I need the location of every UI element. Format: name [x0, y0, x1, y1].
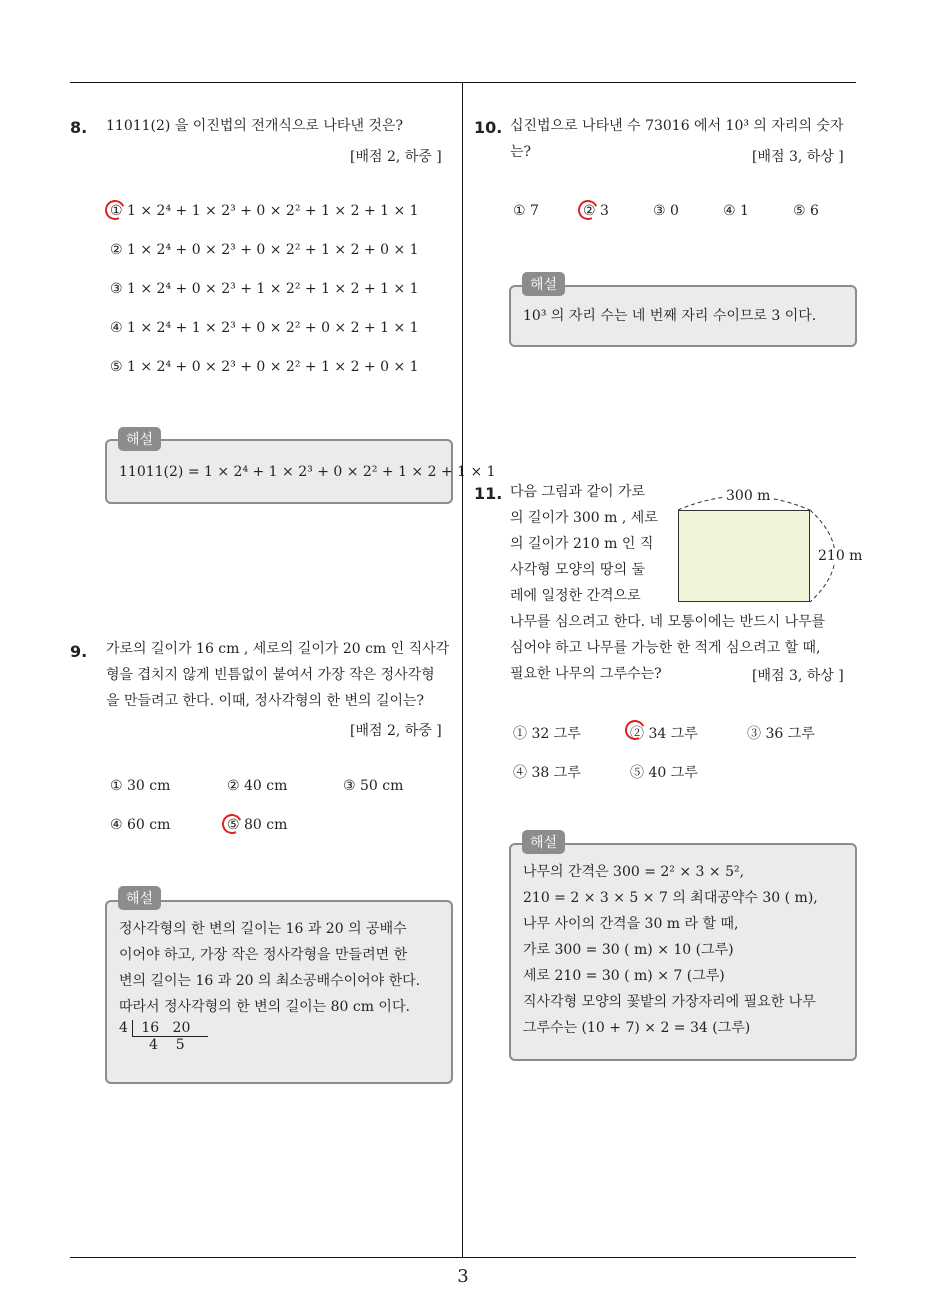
- q11-explanation-line: 나무 사이의 간격을 30 m 라 할 때,: [523, 916, 739, 932]
- q9-explanation-line: 이어야 하고, 가장 작은 정사각형을 만들려면 한: [119, 947, 408, 963]
- q9-option-1[interactable]: ① 30 cm: [110, 778, 171, 794]
- q11-explanation-line: 세로 210 = 30 ( m) × 7 (그루): [523, 968, 725, 984]
- q11-text-line: 의 길이가 210 m 인 직: [510, 536, 654, 552]
- q10-text-line: 는?: [510, 144, 532, 160]
- q9-text-line: 형을 겹치지 않게 빈틈없이 붙여서 가장 작은 정사각형: [106, 667, 435, 683]
- width-label: 300 m: [726, 488, 771, 504]
- q9-number: 9.: [70, 642, 88, 661]
- q8-explanation: 11011(2) = 1 × 2⁴ + 1 × 2³ + 0 × 2² + 1 × 2 + 1 × 1: [119, 464, 496, 480]
- q9-explanation-box: [105, 900, 453, 1084]
- q9-explanation-line: 따라서 정사각형의 한 변의 길이는 80 cm 이다.: [119, 999, 410, 1015]
- q9-explanation-line: 정사각형의 한 변의 길이는 16 과 20 의 공배수: [119, 921, 407, 937]
- q8-option-2[interactable]: ② 1 × 2⁴ + 0 × 2³ + 0 × 2² + 1 × 2 + 0 × 1: [110, 242, 419, 258]
- q9-explanation: [119, 916, 420, 1020]
- q11-explanation-line: 가로 300 = 30 ( m) × 10 (그루): [523, 942, 734, 958]
- division-ladder: [119, 1020, 208, 1053]
- q10-explanation-label: 해설: [522, 272, 565, 296]
- q10-option-2[interactable]: ② 3: [583, 203, 609, 219]
- q11-text-line: 필요한 나무의 그루수는?: [510, 666, 662, 682]
- q10-option-5[interactable]: ⑤ 6: [793, 203, 819, 219]
- q11-option-4[interactable]: ④ 38 그루: [513, 765, 581, 781]
- q8-explanation-label: 해설: [118, 427, 161, 451]
- q11-option-5[interactable]: ⑤ 40 그루: [630, 765, 698, 781]
- q11-explanation-line: 그루수는 (10 + 7) × 2 = 34 (그루): [523, 1020, 751, 1036]
- q8-option-4[interactable]: ④ 1 × 2⁴ + 1 × 2³ + 0 × 2² + 0 × 2 + 1 × 1: [110, 320, 419, 336]
- q9-option-3[interactable]: ③ 50 cm: [343, 778, 404, 794]
- q11-explanation-label: 해설: [522, 830, 565, 854]
- q11-meta: [배점 3, 하상 ]: [752, 668, 844, 684]
- q11-option-3[interactable]: ③ 36 그루: [747, 726, 815, 742]
- top-rule: [70, 82, 856, 83]
- q9-option-5[interactable]: ⑤ 80 cm: [227, 817, 288, 833]
- q9-text-line: 을 만들려고 한다. 이때, 정사각형의 한 변의 길이는?: [106, 693, 425, 709]
- bottom-rule: [70, 1257, 856, 1258]
- q9-explanation-line: 변의 길이는 16 과 20 의 최소공배수이어야 한다.: [119, 973, 421, 989]
- q8-option-1[interactable]: ① 1 × 2⁴ + 1 × 2³ + 0 × 2² + 1 × 2 + 1 × 1: [110, 203, 419, 219]
- q8-number: 8.: [70, 118, 88, 137]
- field-rectangle: [678, 510, 810, 602]
- q8-text: 11011(2) 을 이진법의 전개식으로 나타낸 것은?: [106, 118, 403, 134]
- q8-option-5[interactable]: ⑤ 1 × 2⁴ + 0 × 2³ + 0 × 2² + 1 × 2 + 0 × 1: [110, 359, 419, 375]
- q9-option-4[interactable]: ④ 60 cm: [110, 817, 171, 833]
- q9-text: [106, 636, 456, 714]
- q8-option-3[interactable]: ③ 1 × 2⁴ + 0 × 2³ + 1 × 2² + 1 × 2 + 1 × 1: [110, 281, 419, 297]
- q11-explanation-line: 직사각형 모양의 꽃밭의 가장자리에 필요한 나무: [523, 994, 816, 1010]
- q11-text-short: [510, 479, 670, 609]
- q11-text-line: 나무를 심으려고 한다. 네 모퉁이에는 반드시 나무를: [510, 614, 826, 630]
- q11-text-line: 심어야 하고 나무를 가능한 한 적게 심으려고 할 때,: [510, 640, 821, 656]
- q8-meta: [배점 2, 하중 ]: [350, 149, 442, 165]
- q10-number: 10.: [474, 118, 503, 137]
- q9-option-2[interactable]: ② 40 cm: [227, 778, 288, 794]
- q9-text-line: 가로의 길이가 16 cm , 세로의 길이가 20 cm 인 직사각: [106, 641, 450, 657]
- q11-option-2[interactable]: ② 34 그루: [630, 726, 698, 742]
- height-label: 210 m: [818, 548, 863, 564]
- q11-option-1[interactable]: ① 32 그루: [513, 726, 581, 742]
- q11-explanation-box: [509, 843, 857, 1061]
- q11-text-line: 다음 그림과 같이 가로: [510, 484, 646, 500]
- q10-option-4[interactable]: ④ 1: [723, 203, 749, 219]
- q11-text-line: 레에 일정한 간격으로: [510, 588, 641, 604]
- q11-text-line: 사각형 모양의 땅의 둘: [510, 562, 646, 578]
- q9-explanation-label: 해설: [118, 886, 161, 910]
- page-number: 3: [457, 1266, 469, 1287]
- q11-text-line: 의 길이가 300 m , 세로: [510, 510, 658, 526]
- q10-option-3[interactable]: ③ 0: [653, 203, 679, 219]
- q11-number: 11.: [474, 484, 503, 503]
- q11-explanation-line: 210 = 2 × 3 × 5 × 7 의 최대공약수 30 ( m),: [523, 890, 818, 906]
- q10-text-line: 십진법으로 나타낸 수 73016 에서 10³ 의 자리의 숫자: [510, 118, 844, 134]
- division-bottom: 4 5: [149, 1037, 185, 1053]
- division-divisor: 4: [119, 1020, 128, 1036]
- q11-explanation: [523, 859, 818, 1041]
- q9-meta: [배점 2, 하중 ]: [350, 723, 442, 739]
- q10-explanation: 10³ 의 자리 수는 네 번째 자리 수이므로 3 이다.: [523, 308, 817, 324]
- division-top: 16 20: [132, 1020, 208, 1037]
- q11-explanation-line: 나무의 간격은 300 = 2² × 3 × 5²,: [523, 864, 745, 880]
- column-divider: [462, 82, 463, 1257]
- q10-option-1[interactable]: ① 7: [513, 203, 539, 219]
- q10-meta: [배점 3, 하상 ]: [752, 149, 844, 165]
